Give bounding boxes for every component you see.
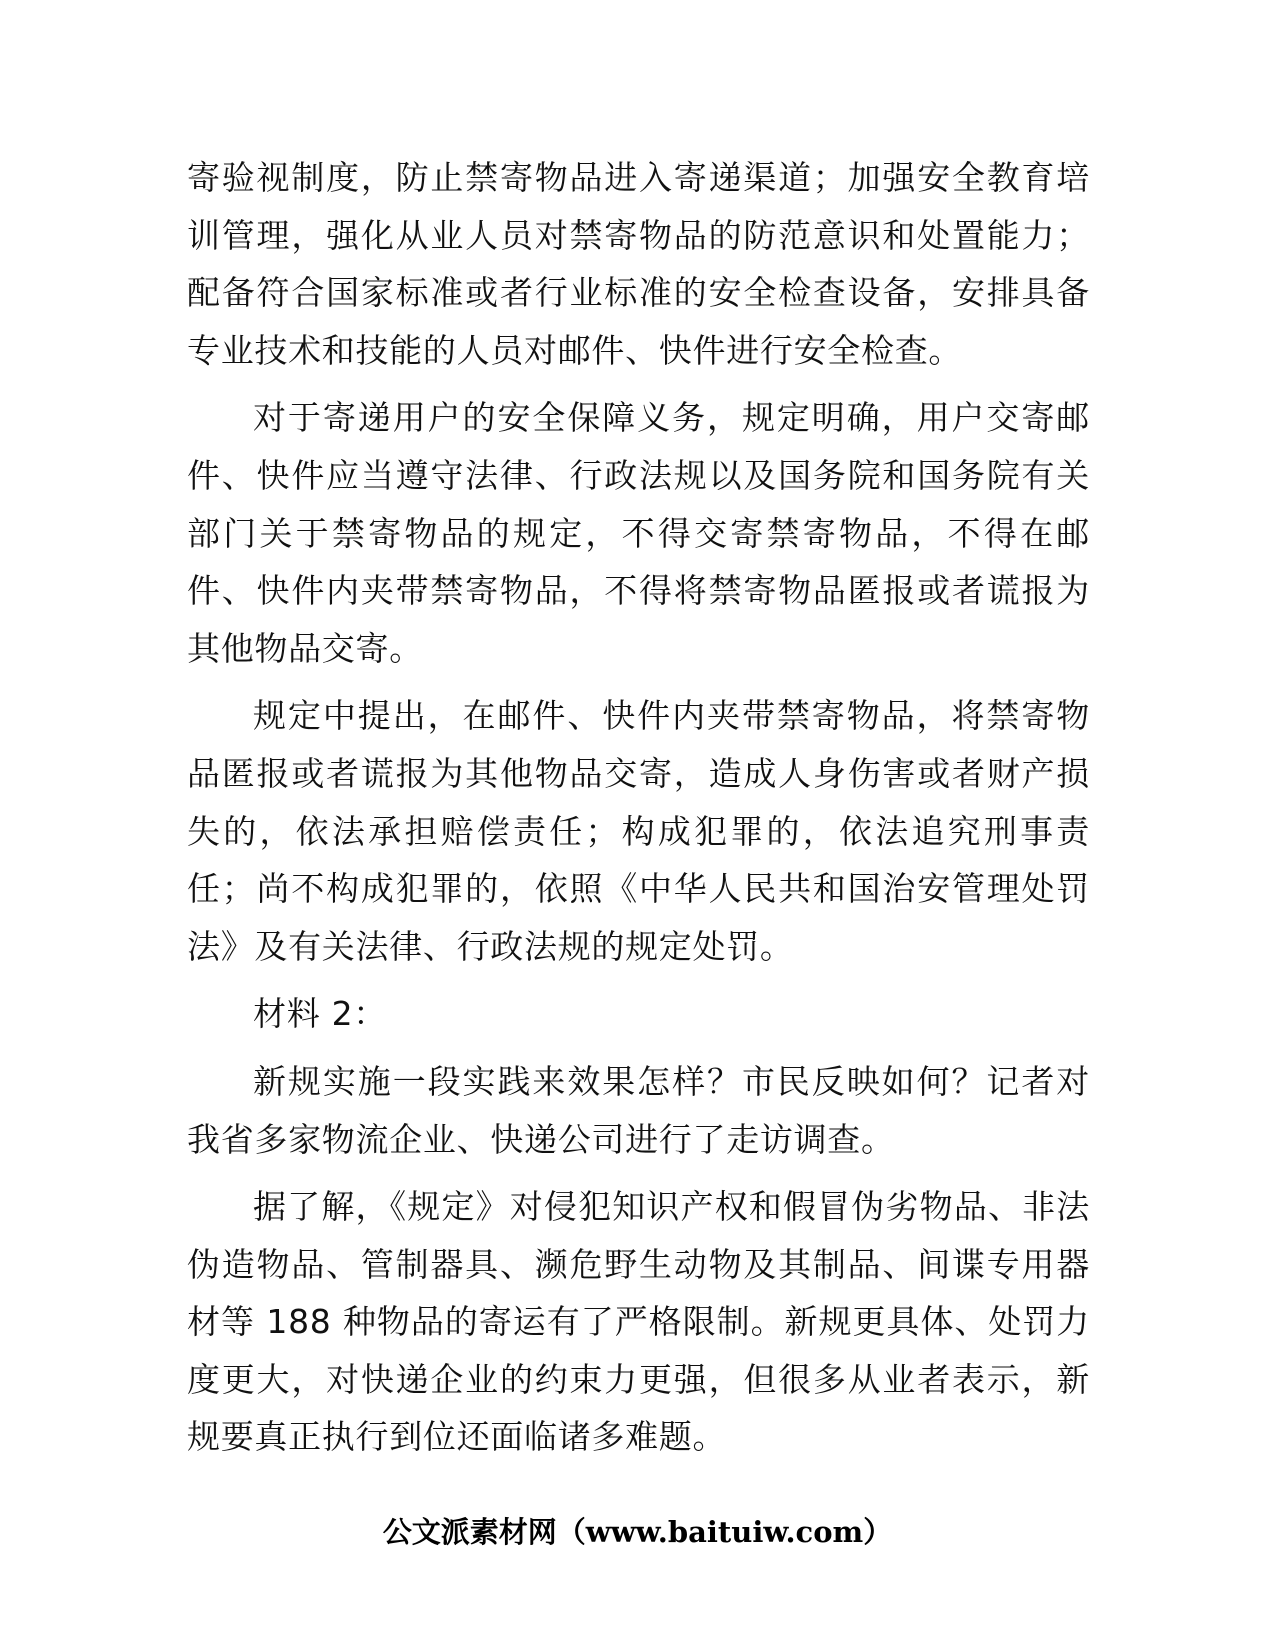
footer-watermark: 公文派素材网（www.baituiw.com）: [382, 1515, 893, 1549]
paragraph-restrictions: 据了解，《规定》对侵犯知识产权和假冒伪劣物品、非法伪造物品、管制器具、濒危野生动物及其制品、间谍专用器材等 188 种物品的寄运有了严格限制。新规更具体、处罚力度更大，对快递企业的约束力更强，但很多从业者表示，新规要真正执行到位还面临诸多难题。: [187, 1187, 1090, 1457]
paragraph-liability: 规定中提出，在邮件、快件内夹带禁寄物品，将禁寄物品匿报或者谎报为其他物品交寄，造成人身伤害或者财产损失的，依法承担赔偿责任；构成犯罪的，依法追究刑事责任；尚不构成犯罪的，依照《中华人民共和国治安管理处罚法》及有关法律、行政法规的规定处罚。: [187, 696, 1090, 966]
document-body: [187, 149, 1090, 1476]
material-heading: 材料 2：: [253, 994, 387, 1034]
paragraph-investigation: 新规实施一段实践来效果怎样？市民反映如何？记者对我省多家物流企业、快递公司进行了走访调查。: [187, 1061, 1090, 1159]
paragraph-user-obligations: 对于寄递用户的安全保障义务，规定明确，用户交寄邮件、快件应当遵守法律、行政法规以及国务院和国务院有关部门关于禁寄物品的规定，不得交寄禁寄物品，不得在邮件、快件内夹带禁寄物品，不得将禁寄物品匿报或者谎报为其他物品交寄。: [187, 398, 1090, 668]
paragraph-continuation: 寄验视制度，防止禁寄物品进入寄递渠道；加强安全教育培训管理，强化从业人员对禁寄物品的防范意识和处置能力；配备符合国家标准或者行业标准的安全检查设备，安排具备专业技术和技能的人员对邮件、快件进行安全检查。: [187, 158, 1090, 370]
